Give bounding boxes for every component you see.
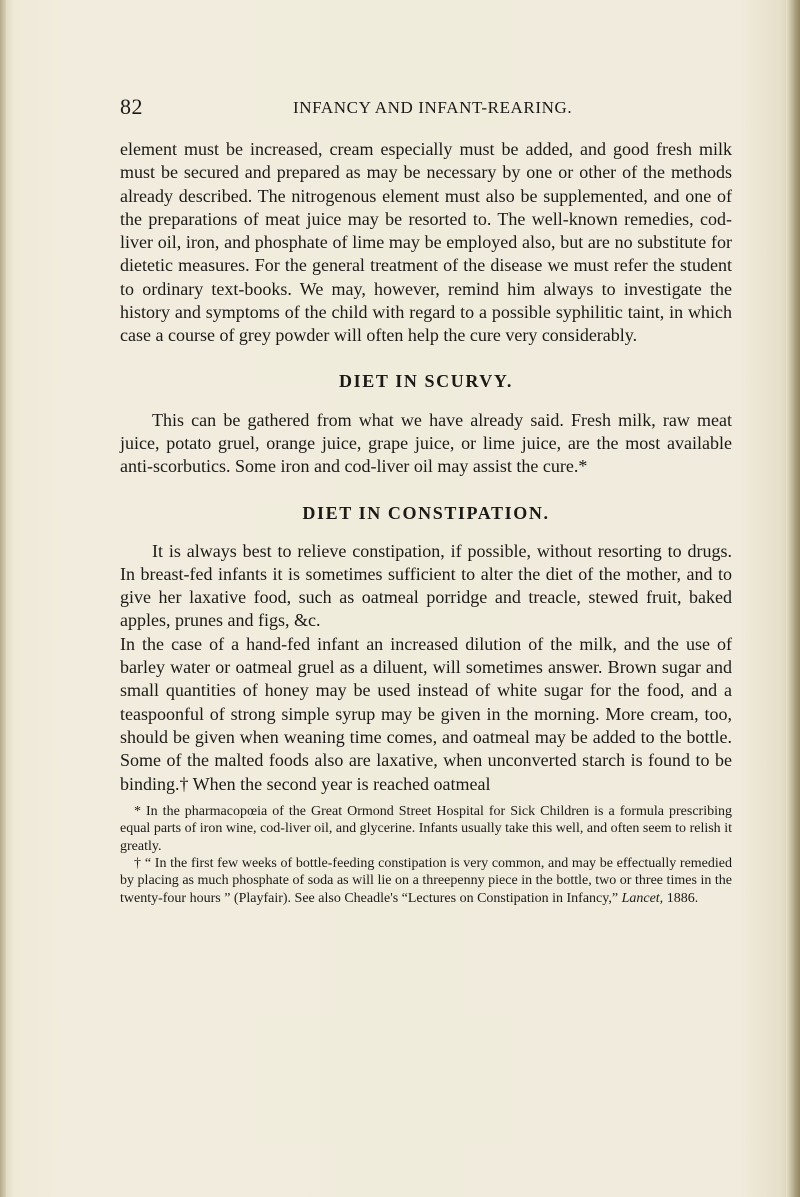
page-body [120,138,732,907]
paragraph-constipation-breastfed: It is always best to relieve constipation, if possible, without resorting to drugs. In breast-fed infants it is sometimes sufficient to alter the diet of the mother, and to give her laxative food, such as oatmeal porridge and treacle, stewed fruit, baked apples, prunes and figs, &c. [120,540,732,631]
paragraph-scurvy: This can be gathered from what we have already said. Fresh milk, raw meat juice, potato gruel, orange juice, grape juice, or lime juice, are the most available anti-scorbutics. Some iron and cod-liver oil may assist the cure.* [120,409,732,477]
footnote-asterisk: * In the pharmacopœia of the Great Ormond Street Hospital for Sick Children is a formula prescribing equal parts of iron wine, cod-liver oil, and glycerine. Infants usually take this well, and often seem to relish it greatly. [120,803,732,854]
page-number: 82 [120,94,143,119]
paragraph-constipation-handfed: In the case of a hand-fed infant an increased dilution of the milk, and the use of barley water or oatmeal gruel as a diluent, will sometimes answer. Brown sugar and small quantities of honey may be used instead of white sugar for the food, and a teaspoonful of strong simple syrup may be given in the morning. More cream, too, should be given when weaning time comes, and oatmeal may be added to the bottle. Some of the malted foods also are laxative, when unconverted starch is found to be binding.† When the second year is reached oatmeal [120,633,732,794]
page-edge-shadow [786,0,800,1197]
page-gutter-shadow [0,0,6,1197]
footnotes [120,803,732,907]
footnote-year: 1886. [663,890,699,906]
footnote-dagger [120,855,732,907]
footnote-journal-name: Lancet, [621,890,664,906]
section-heading-scurvy: DIET IN SCURVY. [339,370,513,391]
section-heading-constipation: DIET IN CONSTIPATION. [302,502,550,523]
paragraph-continuation: element must be increased, cream especially must be added, and good fresh milk must be secured and prepared as may be necessary by one or other of the methods already described. The nitrogenous element must also be supplemented, and one of the preparations of meat juice may be resorted to. The well-known remedies, cod-liver oil, iron, and phosphate of lime may be employed also, but are no substitute for dietetic measures. For the general treatment of the disease we must refer the student to ordinary text-books. We may, however, remind him always to investigate the history and symptoms of the child with regard to a possible syphilitic taint, in which case a course of grey powder will often help the cure very considerably. [120,139,732,346]
footnote-dagger-text: † “ In the first few weeks of bottle-feeding constipation is very common, and may be effectually remedied by placing as much phosphate of soda as will lie on a threepenny piece in the bottle, two or three times in the twenty-four hours ” (Playfair). See also Cheadle's “Lectures on Constipation in Infancy,” [120,856,732,906]
running-title: INFANCY AND INFANT-REARING. [293,98,573,117]
page-header [120,94,732,120]
